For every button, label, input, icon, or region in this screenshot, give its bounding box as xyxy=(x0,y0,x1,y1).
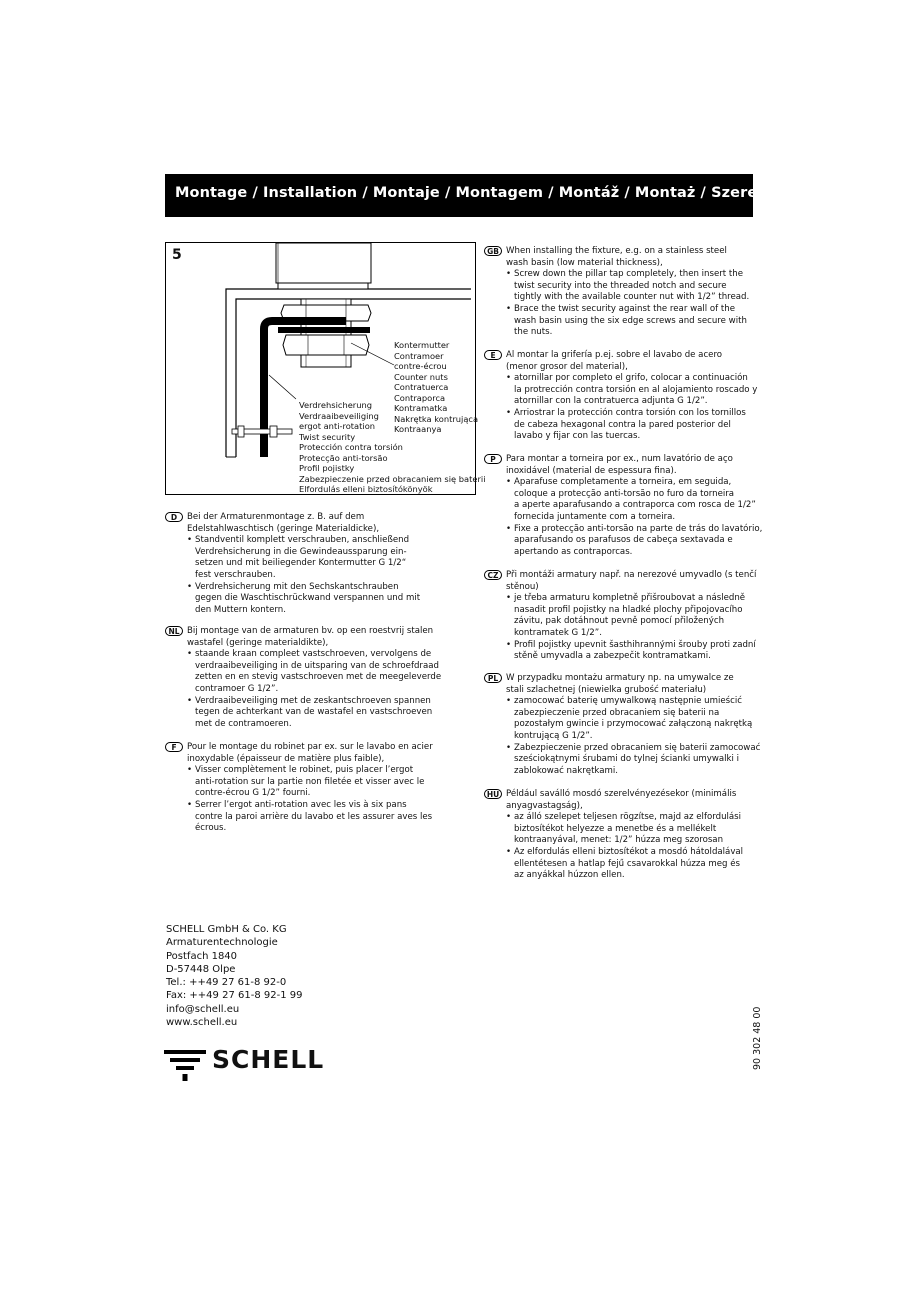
page-title: Montage / Installation / Montaje / Montagem / Montáž / Montaż / Szerelés xyxy=(175,185,782,201)
instruction-line: kontrującą G 1/2”. xyxy=(514,730,593,741)
instruction-list xyxy=(484,812,743,882)
language-badge: CZ xyxy=(484,570,502,580)
instruction-line: kontraanyával, menet: 1/2” húzza meg szorosan xyxy=(514,835,724,846)
address-line: SCHELL GmbH & Co. KG xyxy=(166,924,287,935)
section-intro: When installing the fixture, e.g. on a stainless steel xyxy=(506,246,727,256)
instruction-line: coloque a protecção anti-torsão no furo da torneira xyxy=(514,488,735,499)
instruction-list xyxy=(484,269,749,339)
instruction-line: • Aparafuse completamente a torneira, em seguida, xyxy=(506,477,762,489)
instruction-list xyxy=(165,765,433,835)
section-intro: Pour le montage du robinet par ex. sur le lavabo en acier xyxy=(187,742,433,752)
section-intro: Para montar a torneira por ex., num lavatório de aço xyxy=(506,454,733,464)
section-intro: Bij montage van de armaturen bv. op een roestvrij stalen xyxy=(187,626,434,636)
section-intro-continued: wastafel (geringe materialdikte), xyxy=(187,637,329,648)
instruction-line: • Screw down the pillar tap completely, then insert the xyxy=(506,269,749,281)
section-pl xyxy=(484,673,760,777)
section-intro-continued: wash basin (low material thickness), xyxy=(506,257,663,268)
address-line: Fax: ++49 27 61-8 92-1 99 xyxy=(166,990,303,1002)
instruction-line: zabezpieczenie przed obracaniem się baterii na xyxy=(514,707,720,718)
instruction-list xyxy=(484,477,762,558)
instruction-line: Verdrehsicherung in die Gewindeaussparung ein- xyxy=(195,546,407,557)
instruction-line: biztosítékot helyezze a menetbe és a mellékelt xyxy=(514,823,717,834)
instruction-line: • az álló szelepet teljesen rögzítse, majd az elfordulási xyxy=(506,812,743,824)
language-badge: GB xyxy=(484,246,502,256)
address-line: Postfach 1840 xyxy=(166,950,238,962)
instruction-line: contre la paroi arrière du lavabo et les assurer aves les xyxy=(195,811,433,822)
language-badge: P xyxy=(484,454,502,464)
instruction-line: • Arriostrar la protección contra torsión con los tornillos xyxy=(506,408,757,420)
instruction-line: • Verdraaibeveiliging met de zeskantschroeven spannen xyxy=(187,696,441,708)
language-badge: PL xyxy=(484,673,502,683)
instruction-line: • Profil pojistky upevnit šasthihrannými šrouby proti zadní xyxy=(506,640,756,652)
section-intro-continued: Edelstahlwaschtisch (geringe Materialdicke), xyxy=(187,523,380,534)
instruction-line: contramoer G 1/2”. xyxy=(195,683,279,694)
instruction-line: az anyákkal húzzon ellen. xyxy=(514,870,625,881)
instruction-line: den Muttern kontern. xyxy=(195,604,286,615)
language-badge: D xyxy=(165,512,183,522)
section-gb xyxy=(484,246,749,339)
instruction-list xyxy=(484,593,756,663)
instruction-line: la protrección contra torsión en al alojamiento roscado y xyxy=(514,384,758,395)
instruction-line: anti-rotation sur la partie non filetée et visser avec le xyxy=(195,776,425,787)
instruction-line: écrous. xyxy=(195,823,227,834)
instruction-line: • Brace the twist security against the rear wall of the xyxy=(506,304,749,316)
instruction-line: met de contramoeren. xyxy=(195,718,292,729)
schell-logo xyxy=(163,1045,323,1085)
counter-nut-labels: Kontermutter Contramoer contre-écrou Counter nuts Contratuerca Contraporca Kontramatka Nakrętka kontrująca Kontraanya xyxy=(394,340,479,434)
section-intro-continued: inoxydable (épaisseur de matière plus faible), xyxy=(187,753,385,764)
instruction-line: • staande kraan compleet vastschroeven, vervolgens de xyxy=(187,649,441,661)
instruction-list xyxy=(484,696,760,777)
section-intro: W przypadku montażu armatury np. na umywalce ze xyxy=(506,673,734,683)
faucet-stream-icon xyxy=(163,1045,207,1085)
logo-wordmark: SCHELL xyxy=(212,1045,325,1074)
address-line: D-57448 Olpe xyxy=(166,963,236,975)
section-nl xyxy=(165,626,441,730)
instruction-line: pozostałym gwincie i przymocować załączoną nakrętką xyxy=(514,719,753,730)
instruction-line: wash basin using the six edge screws and secure with xyxy=(514,315,747,326)
section-intro-continued: anyagvastagság), xyxy=(506,800,583,811)
instruction-line: • Serrer l’ergot anti-rotation avec les vis à six pans xyxy=(187,800,433,812)
section-intro: Při montáži armatury např. na nerezové umyvadlo (s tenčí xyxy=(506,570,757,580)
section-fr xyxy=(165,742,433,835)
instruction-line: lavabo y fijar con las tuercas. xyxy=(514,431,641,442)
language-badge: NL xyxy=(165,626,183,636)
address-line: Tel.: ++49 27 61-8 92-0 xyxy=(166,977,287,989)
instruction-line: • je třeba armaturu kompletně přišroubovat a následně xyxy=(506,593,756,605)
document-number: 90 302 48 00 xyxy=(752,1006,763,1070)
instruction-line: • Standventil komplett verschrauben, anschließend xyxy=(187,535,420,547)
instruction-line: a aperte aparafusando a contraporca com rosca de 1/2” xyxy=(514,500,756,511)
section-de xyxy=(165,512,420,616)
language-badge: E xyxy=(484,350,502,360)
instruction-line: • Verdrehsicherung mit den Sechskantschrauben xyxy=(187,582,420,594)
section-intro-continued: stali szlachetnej (niewielka grubość materiału) xyxy=(506,684,707,695)
section-intro-continued: inoxidável (material de espessura fina). xyxy=(506,465,677,476)
instruction-line: kontramatek G 1/2”. xyxy=(514,627,602,638)
installation-figure xyxy=(165,242,486,495)
instruction-list xyxy=(165,649,441,730)
section-intro: Al montar la grifería p.ej. sobre el lavabo de acero xyxy=(506,350,723,360)
instruction-line: apertando as contraporcas. xyxy=(514,546,633,557)
section-es xyxy=(484,350,757,443)
instruction-line: atornillar con la contratuerca adjunta G 1/2”. xyxy=(514,396,708,407)
address-line: Armaturentechnologie xyxy=(166,937,278,949)
instruction-line: zablokować nakrętkami. xyxy=(514,765,619,776)
instruction-line: tightly with the available counter nut with 1/2” thread. xyxy=(514,292,750,303)
section-hu xyxy=(484,789,743,882)
instruction-line: setzen und mit beiliegender Kontermutter G 1/2“ xyxy=(195,558,407,569)
instruction-line: • Visser complètement le robinet, puis placer l’ergot xyxy=(187,765,433,777)
instruction-line: nasadit profil pojistky na hladké plochy připojovacího xyxy=(514,604,743,615)
section-intro: Például saválló mosdó szerelvényezésekor (minimális xyxy=(506,789,737,799)
instruction-line: verdraaibeveiliging in de uitsparing van de schroefdraad xyxy=(195,660,439,671)
address-line: www.schell.eu xyxy=(166,1017,238,1029)
instruction-line: ellentétesen a hatlap fejű csavarokkal húzza meg és xyxy=(514,858,740,869)
instruction-line: tegen de achterkant van de wastafel en vastschroeven xyxy=(195,707,433,718)
section-pt xyxy=(484,454,762,558)
step-number: 5 xyxy=(172,247,182,263)
section-intro-continued: (menor grosor del material), xyxy=(506,361,628,372)
header-bar xyxy=(165,174,782,217)
section-cz xyxy=(484,570,756,663)
instruction-line: • Zabezpieczenie przed obracaniem się baterii zamocować xyxy=(506,743,760,755)
instruction-line: aparafusando os parafusos de cabeça sextavada e xyxy=(514,535,733,546)
instruction-line: fornecida juntamente com a torneira. xyxy=(514,511,676,522)
instruction-line: twist security into the threaded notch and secure xyxy=(514,280,727,291)
instruction-line: de cabeza hexagonal contra la pared posterior del xyxy=(514,419,731,430)
company-address xyxy=(166,923,302,1029)
instruction-line: contre-écrou G 1/2” fourni. xyxy=(195,788,311,799)
instruction-list xyxy=(484,373,757,443)
instruction-line: • Az elfordulás elleni biztosítékot a mosdó hátoldalával xyxy=(506,847,743,859)
instruction-line: • Fixe a protecção anti-torsão na parte de trás do lavatório, xyxy=(506,524,762,536)
instruction-list xyxy=(165,535,420,616)
language-badge: F xyxy=(165,742,183,752)
twist-security-labels: Verdrehsicherung Verdraaibeveiliging ergot anti-rotation Twist security Protección contra torsión Protecção anti-torsão Profil pojistky Zabezpieczenie przed obracaniem się baterii Elfordulás elleni biztosítókönyök xyxy=(299,400,486,494)
instruction-line: závitu, pak dotáhnout pevně pomocí přiložených xyxy=(514,616,725,627)
section-intro: Bei der Armaturenmontage z. B. auf dem xyxy=(187,512,365,522)
instruction-line: • zamocować baterię umywalkową następnie umieścić xyxy=(506,696,760,708)
section-intro-continued: stěnou) xyxy=(506,581,539,592)
instruction-line: sześciokątnymi śrubami do tylnej ścianki umywalki i xyxy=(514,754,740,765)
instruction-line: • atornillar por completo el grifo, colocar a continuación xyxy=(506,373,757,385)
instruction-line: stěně umyvadla a zabezpečit kontramatkami. xyxy=(514,651,711,662)
address-line: info@schell.eu xyxy=(166,1003,240,1015)
instruction-line: zetten en en stevig vastschroeven met de meegeleverde xyxy=(195,672,442,683)
language-badge: HU xyxy=(484,789,502,799)
instruction-line: gegen die Waschtischrückwand verspannen und mit xyxy=(195,593,421,604)
instruction-line: the nuts. xyxy=(514,327,553,338)
instruction-line: fest verschrauben. xyxy=(195,569,276,580)
